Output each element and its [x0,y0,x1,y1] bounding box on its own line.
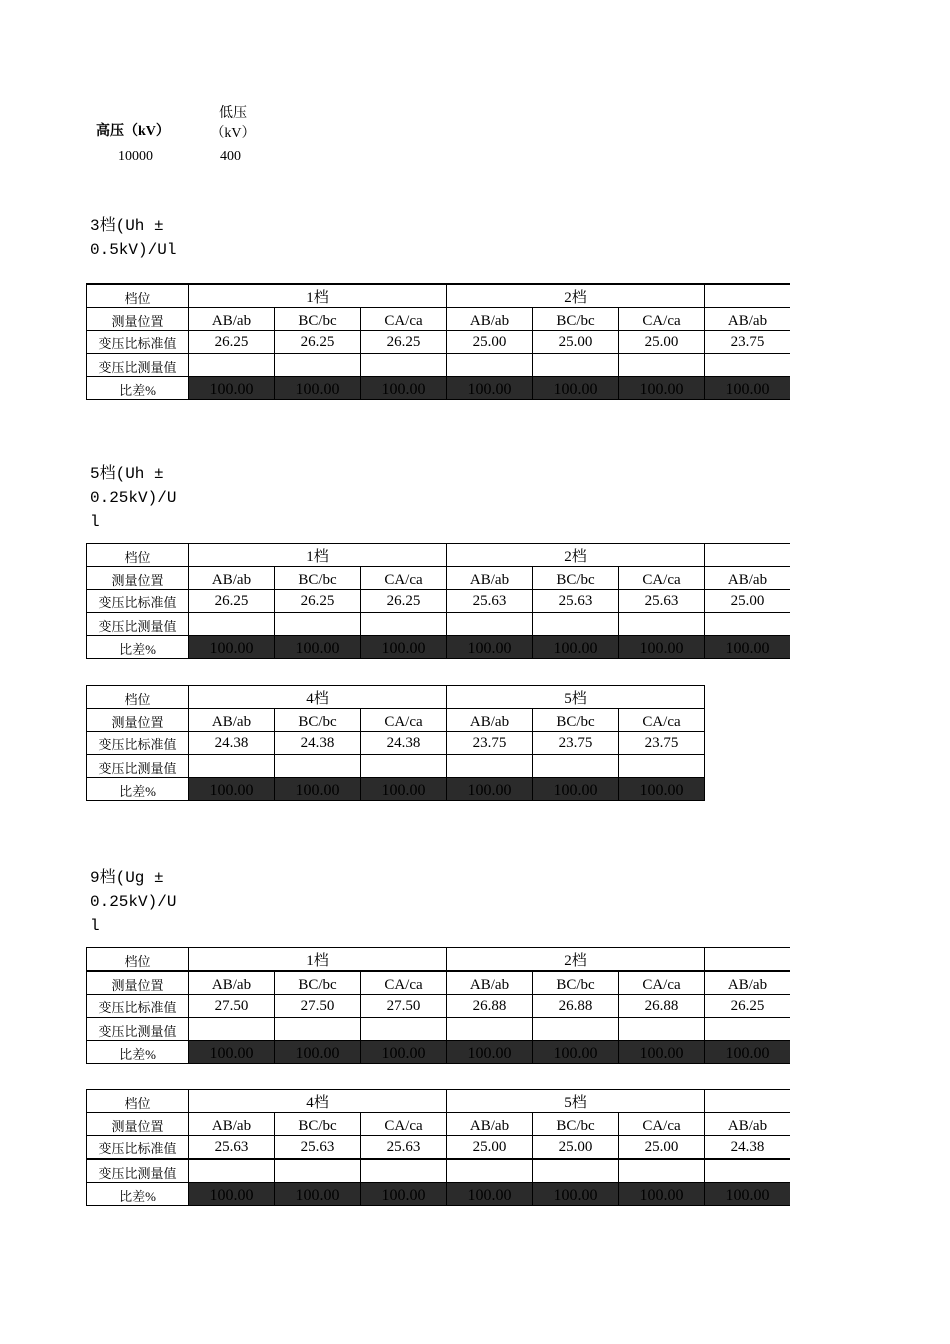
ratio-cell: 100.00 [447,1183,533,1206]
tap-group-header: 5档 [447,1090,705,1113]
ratio-cell: 100.00 [189,1041,275,1064]
ratio-cell: 100.00 [189,377,275,400]
section-title-line: 9档(Ug ± [90,869,164,887]
measured-cell[interactable] [361,1018,447,1041]
ratio-table [86,283,790,400]
tap-row-label: 档位 [87,948,189,972]
position-cell: AB/ab [447,1113,533,1136]
measured-cell[interactable] [361,755,447,778]
measured-cell[interactable] [189,1159,275,1183]
position-cell: AB/ab [705,971,791,995]
tap-group-header [705,544,791,567]
position-cell: BC/bc [533,709,619,732]
measured-cell[interactable] [189,354,275,377]
section-title-5-tap [90,462,190,534]
measured-cell[interactable] [361,613,447,636]
measured-cell[interactable] [533,755,619,778]
section-title-line: l [90,917,100,935]
ratio-row-label: 比差% [87,1041,189,1064]
measured-cell[interactable] [447,755,533,778]
section-title-3-tap [90,214,190,262]
measured-cell[interactable] [705,1018,791,1041]
position-row-label: 测量位置 [87,971,189,995]
tap-group-header: 1档 [189,948,447,972]
tap-row-label: 档位 [87,686,189,709]
measured-cell[interactable] [275,1018,361,1041]
position-cell: AB/ab [705,1113,791,1136]
measured-cell[interactable] [705,613,791,636]
measured-cell[interactable] [447,1018,533,1041]
standard-cell: 24.38 [361,732,447,755]
tap-group-header: 1档 [189,284,447,308]
ratio-table [86,947,790,1064]
ratio-cell: 100.00 [447,1041,533,1064]
measured-cell[interactable] [275,1159,361,1183]
measured-cell[interactable] [189,755,275,778]
position-cell: AB/ab [189,971,275,995]
section-title-line: 0.25kV)/U [90,489,177,507]
ratio-cell: 100.00 [361,778,447,801]
ratio-cell: 100.00 [275,1041,361,1064]
standard-cell: 25.00 [705,590,791,613]
ratio-cell: 100.00 [619,377,705,400]
ratio-cell: 100.00 [189,636,275,659]
ratio-cell: 100.00 [705,1183,791,1206]
standard-cell: 25.00 [447,1136,533,1160]
standard-cell: 26.25 [705,995,791,1018]
position-cell: CA/ca [361,308,447,331]
standard-cell: 26.88 [447,995,533,1018]
standard-cell: 26.25 [275,590,361,613]
position-row-label: 测量位置 [87,1113,189,1136]
ratio-cell: 100.00 [189,778,275,801]
measured-cell[interactable] [447,1159,533,1183]
position-cell: BC/bc [275,709,361,732]
position-cell: AB/ab [189,1113,275,1136]
tap-row-label: 档位 [87,1090,189,1113]
ratio-cell: 100.00 [619,778,705,801]
standard-cell: 25.63 [533,590,619,613]
measured-cell[interactable] [533,613,619,636]
measured-cell[interactable] [361,1159,447,1183]
standard-cell: 25.63 [619,590,705,613]
measured-cell[interactable] [705,354,791,377]
measured-cell[interactable] [361,354,447,377]
ratio-cell: 100.00 [533,1183,619,1206]
position-cell: BC/bc [275,567,361,590]
ratio-table [86,1089,790,1206]
tap-row-label: 档位 [87,284,189,308]
position-cell: CA/ca [619,971,705,995]
section-title-line: 3档(Uh ± [90,217,164,235]
ratio-table [86,543,790,659]
standard-cell: 25.63 [361,1136,447,1160]
ratio-cell: 100.00 [361,636,447,659]
measured-cell[interactable] [619,354,705,377]
standard-cell: 25.00 [619,1136,705,1160]
section-title-line: 5档(Uh ± [90,465,164,483]
standard-cell: 27.50 [361,995,447,1018]
measured-cell[interactable] [705,1159,791,1183]
ratio-cell: 100.00 [619,636,705,659]
measured-cell[interactable] [275,755,361,778]
ratio-cell: 100.00 [705,636,791,659]
measured-cell[interactable] [447,354,533,377]
standard-cell: 25.00 [619,331,705,354]
measured-cell[interactable] [189,1018,275,1041]
section-title-line: 0.5kV)/Ul [90,241,177,259]
standard-cell: 23.75 [447,732,533,755]
position-cell: AB/ab [705,308,791,331]
standard-cell: 23.75 [619,732,705,755]
ratio-cell: 100.00 [533,1041,619,1064]
ratio-cell: 100.00 [533,636,619,659]
position-cell: CA/ca [361,567,447,590]
standard-cell: 25.00 [533,1136,619,1160]
measured-cell[interactable] [275,354,361,377]
tap-group-header [705,948,791,972]
ratio-cell: 100.00 [705,1041,791,1064]
standard-cell: 26.25 [361,331,447,354]
tap-group-header: 2档 [447,284,705,308]
position-cell: AB/ab [189,308,275,331]
standard-cell: 26.88 [533,995,619,1018]
position-row-label: 测量位置 [87,567,189,590]
standard-cell: 25.00 [533,331,619,354]
ratio-cell: 100.00 [361,377,447,400]
position-cell: CA/ca [619,1113,705,1136]
position-cell: AB/ab [189,709,275,732]
position-cell: AB/ab [447,308,533,331]
position-cell: BC/bc [275,308,361,331]
ratio-row-label: 比差% [87,377,189,400]
measured-cell[interactable] [619,1159,705,1183]
measured-cell[interactable] [447,613,533,636]
standard-cell: 27.50 [275,995,361,1018]
position-row-label: 测量位置 [87,308,189,331]
ratio-cell: 100.00 [361,1183,447,1206]
standard-cell: 23.75 [533,732,619,755]
ratio-cell: 100.00 [447,636,533,659]
ratio-cell: 100.00 [533,377,619,400]
measured-row-label: 变压比测量值 [87,613,189,636]
standard-cell: 23.75 [705,331,791,354]
standard-row-label: 变压比标准值 [87,732,189,755]
measured-cell[interactable] [619,613,705,636]
ratio-cell: 100.00 [361,1041,447,1064]
ratio-cell: 100.00 [189,1183,275,1206]
standard-cell: 27.50 [189,995,275,1018]
section-title-9-tap [90,866,190,938]
standard-cell: 25.63 [189,1136,275,1160]
position-cell: CA/ca [619,567,705,590]
standard-cell: 25.63 [447,590,533,613]
ratio-cell: 100.00 [275,636,361,659]
ratio-cell: 100.00 [275,377,361,400]
tap-row-label: 档位 [87,544,189,567]
position-row-label: 测量位置 [87,709,189,732]
standard-cell: 26.25 [189,590,275,613]
ratio-cell: 100.00 [275,1183,361,1206]
measured-cell[interactable] [189,613,275,636]
standard-row-label: 变压比标准值 [87,590,189,613]
high-voltage-value: 10000 [118,149,153,164]
ratio-cell: 100.00 [619,1183,705,1206]
standard-cell: 25.00 [447,331,533,354]
standard-cell: 24.38 [189,732,275,755]
standard-cell: 26.25 [361,590,447,613]
position-cell: AB/ab [705,567,791,590]
tap-group-header: 5档 [447,686,705,709]
ratio-cell: 100.00 [275,778,361,801]
tap-group-header: 2档 [447,948,705,972]
position-cell: BC/bc [533,971,619,995]
standard-cell: 25.63 [275,1136,361,1160]
position-cell: CA/ca [361,1113,447,1136]
ratio-cell: 100.00 [447,377,533,400]
standard-cell: 26.88 [619,995,705,1018]
position-cell: AB/ab [447,709,533,732]
position-cell: BC/bc [533,308,619,331]
standard-cell: 26.25 [189,331,275,354]
measured-row-label: 变压比测量值 [87,755,189,778]
measured-cell[interactable] [275,613,361,636]
position-cell: CA/ca [619,709,705,732]
ratio-row-label: 比差% [87,1183,189,1206]
ratio-row-label: 比差% [87,636,189,659]
low-voltage-label-line2: （kV） [210,126,256,141]
tap-group-header [705,284,791,308]
measured-cell[interactable] [533,1018,619,1041]
standard-row-label: 变压比标准值 [87,995,189,1018]
tap-group-header [705,1090,791,1113]
position-cell: AB/ab [189,567,275,590]
ratio-cell: 100.00 [705,377,791,400]
position-cell: BC/bc [275,971,361,995]
measured-row-label: 变压比测量值 [87,354,189,377]
position-cell: BC/bc [275,1113,361,1136]
position-cell: BC/bc [533,567,619,590]
tap-group-header: 4档 [189,1090,447,1113]
ratio-cell: 100.00 [619,1041,705,1064]
high-voltage-label: 高压（kV） [96,124,170,139]
measured-cell[interactable] [533,1159,619,1183]
tap-group-header: 4档 [189,686,447,709]
tap-group-header: 2档 [447,544,705,567]
standard-row-label: 变压比标准值 [87,1136,189,1160]
ratio-cell: 100.00 [447,778,533,801]
position-cell: CA/ca [361,709,447,732]
standard-cell: 24.38 [705,1136,791,1160]
ratio-table [86,685,705,801]
measured-cell[interactable] [533,354,619,377]
position-cell: AB/ab [447,567,533,590]
section-title-line: l [90,513,100,531]
position-cell: BC/bc [533,1113,619,1136]
measured-row-label: 变压比测量值 [87,1018,189,1041]
low-voltage-value: 400 [220,149,241,164]
section-title-line: 0.25kV)/U [90,893,177,911]
ratio-cell: 100.00 [533,778,619,801]
standard-cell: 24.38 [275,732,361,755]
ratio-row-label: 比差% [87,778,189,801]
low-voltage-label-line1: 低压 [219,106,247,121]
position-cell: CA/ca [361,971,447,995]
measured-row-label: 变压比测量值 [87,1159,189,1183]
measured-cell[interactable] [619,1018,705,1041]
measured-cell[interactable] [619,755,705,778]
tap-group-header: 1档 [189,544,447,567]
standard-row-label: 变压比标准值 [87,331,189,354]
position-cell: CA/ca [619,308,705,331]
standard-cell: 26.25 [275,331,361,354]
position-cell: AB/ab [447,971,533,995]
